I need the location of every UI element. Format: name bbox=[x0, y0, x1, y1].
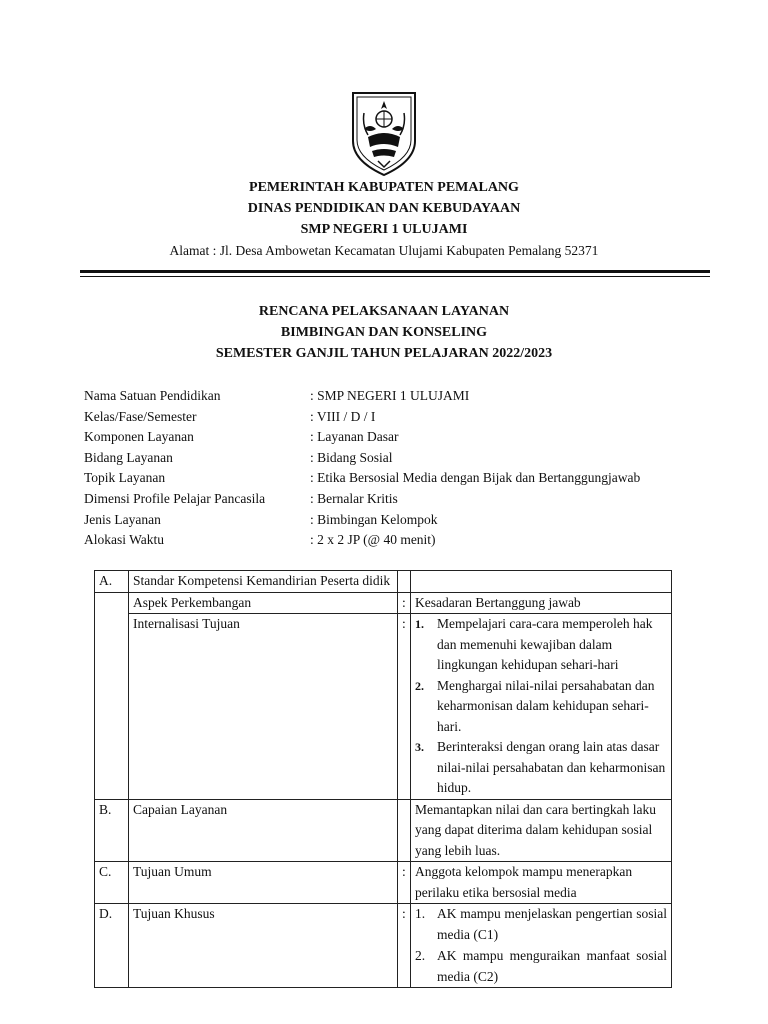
header-school: SMP NEGERI 1 ULUJAMI bbox=[300, 222, 468, 237]
section-letter: A. bbox=[95, 571, 129, 593]
table-cell bbox=[95, 592, 129, 799]
list-item bbox=[415, 676, 667, 738]
header-divider-thin bbox=[80, 276, 710, 277]
info-label: Topik Layanan bbox=[84, 470, 166, 486]
info-label: Alokasi Waktu bbox=[84, 532, 165, 548]
info-label: Dimensi Profile Pelajar Pancasila bbox=[84, 490, 266, 506]
list-text: Menghargai nilai-nilai persahabatan dan keharmonisan dalam kehidupan sehari-hari. bbox=[437, 677, 655, 734]
section-title: Standar Kompetensi Kemandirian Peserta didik bbox=[129, 571, 398, 593]
header-address: Alamat : Jl. Desa Ambowetan Kecamatan Ulujami Kabupaten Pemalang 52371 bbox=[169, 243, 599, 258]
info-label: Bidang Layanan bbox=[84, 449, 173, 465]
info-value: : Layanan Dasar bbox=[310, 429, 399, 445]
section-letter: C. bbox=[95, 862, 129, 904]
list-item bbox=[415, 946, 667, 987]
info-value: : VIII / D / I bbox=[310, 408, 376, 424]
table-row bbox=[95, 571, 672, 593]
info-value: : SMP NEGERI 1 ULUJAMI bbox=[310, 388, 470, 403]
header-government: PEMERINTAH KABUPATEN PEMALANG bbox=[249, 180, 519, 195]
list-text: Mempelajari cara-cara memperoleh hak dan memenuhi kewajiban dalam lingkungan kehidupan sehari-hari bbox=[437, 616, 653, 672]
colon: : bbox=[398, 862, 411, 904]
row-value: Memantapkan nilai dan cara bertingkah laku yang dapat diterima dalam kehidupan sosial yang lebih luas. bbox=[411, 799, 672, 862]
row-value: Kesadaran Bertanggung jawab bbox=[411, 592, 672, 614]
table-cell bbox=[398, 571, 411, 593]
table-row bbox=[95, 799, 672, 862]
info-value: : Bimbingan Kelompok bbox=[310, 511, 438, 527]
list-item bbox=[415, 904, 667, 945]
row-label: Tujuan Umum bbox=[129, 862, 398, 904]
row-label: Capaian Layanan bbox=[129, 799, 398, 862]
list-number: 2. bbox=[415, 948, 426, 963]
row-label: Internalisasi Tujuan bbox=[129, 614, 398, 800]
doc-title-line3: SEMESTER GANJIL TAHUN PELAJARAN 2022/2023 bbox=[215, 346, 553, 361]
table-cell bbox=[411, 571, 672, 593]
row-value bbox=[411, 614, 672, 800]
list-number: 1. bbox=[415, 906, 426, 921]
info-label: Nama Satuan Pendidikan bbox=[84, 388, 221, 403]
row-value bbox=[411, 904, 672, 988]
row-label: Tujuan Khusus bbox=[129, 904, 398, 988]
colon: : bbox=[398, 592, 411, 614]
colon: : bbox=[398, 614, 411, 800]
section-letter: D. bbox=[95, 904, 129, 988]
info-label: Jenis Layanan bbox=[84, 511, 161, 527]
table-row bbox=[95, 614, 672, 800]
regency-emblem-logo bbox=[350, 89, 418, 177]
info-label: Komponen Layanan bbox=[84, 429, 194, 445]
info-value: : Etika Bersosial Media dengan Bijak dan Bertanggungjawab bbox=[310, 470, 641, 486]
header-divider-thick bbox=[80, 270, 710, 273]
table-cell bbox=[398, 799, 411, 862]
list-item bbox=[415, 737, 667, 799]
header-department: DINAS PENDIDIKAN DAN KEBUDAYAAN bbox=[247, 201, 521, 216]
info-value: : 2 x 2 JP (@ 40 menit) bbox=[310, 532, 436, 548]
service-plan-table bbox=[94, 570, 672, 988]
list-number: 1. bbox=[415, 617, 424, 631]
row-value: Anggota kelompok mampu menerapkan perilaku etika bersosial media bbox=[411, 862, 672, 904]
table-row bbox=[95, 862, 672, 904]
info-value: : Bidang Sosial bbox=[310, 449, 393, 465]
list-item bbox=[415, 614, 667, 676]
info-value: : Bernalar Kritis bbox=[310, 490, 398, 506]
row-label: Aspek Perkembangan bbox=[129, 592, 398, 614]
info-label: Kelas/Fase/Semester bbox=[84, 408, 197, 424]
list-text: Berinteraksi dengan orang lain atas dasar nilai-nilai persahabatan dan keharmonisan hidup. bbox=[437, 739, 666, 795]
list-text: AK mampu menguraikan manfaat sosial media (C2) bbox=[437, 948, 667, 984]
list-number: 2. bbox=[415, 678, 424, 693]
colon: : bbox=[398, 904, 411, 988]
table-row bbox=[95, 592, 672, 614]
list-text: AK mampu menjelaskan pengertian sosial media (C1) bbox=[437, 906, 667, 942]
table-row bbox=[95, 904, 672, 988]
doc-title-line2: BIMBINGAN DAN KONSELING bbox=[280, 325, 488, 340]
section-letter: B. bbox=[95, 799, 129, 862]
doc-title-line1: RENCANA PELAKSANAAN LAYANAN bbox=[258, 304, 510, 319]
list-number: 3. bbox=[415, 740, 424, 754]
